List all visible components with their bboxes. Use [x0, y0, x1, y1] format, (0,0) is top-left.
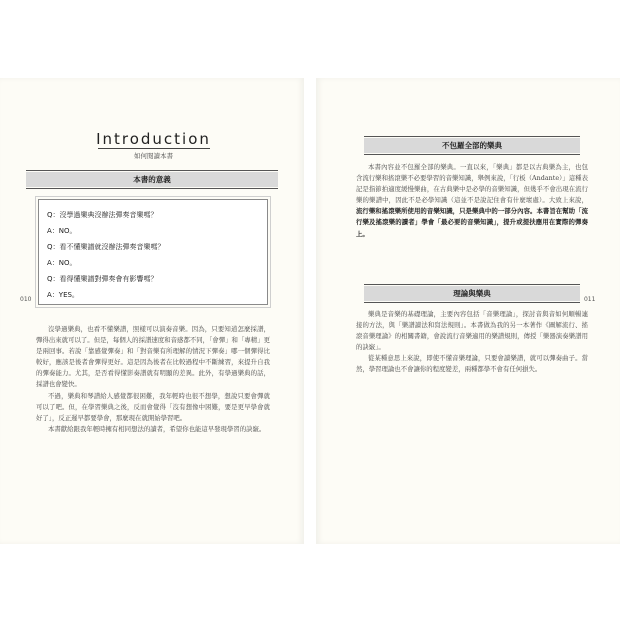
- right-body-text-1: [356, 162, 588, 240]
- page-number-left: 010: [20, 296, 32, 303]
- right-body-text-2: [356, 309, 588, 376]
- paragraph: 從某種意思上來說，即使不懂音樂理論，只要會讀樂譜，就可以彈奏曲子。當然，學習理論也不會讓你的程度變差，兩種都學不會有任何損失。: [355, 354, 588, 374]
- intro-title: Introduction: [96, 130, 211, 148]
- qa-line: A：NO。: [47, 259, 77, 267]
- left-page: [0, 78, 304, 544]
- intro-underline: [98, 148, 210, 149]
- section-title: 不包羅全部的樂典: [441, 141, 502, 150]
- section-header-meaning: [26, 172, 278, 187]
- page-number-right: 011: [583, 296, 596, 303]
- right-page: [316, 78, 620, 544]
- book-spread: [0, 78, 620, 544]
- section-title: 本書的意義: [133, 175, 171, 184]
- paragraph: [356, 162, 588, 240]
- qa-box: [38, 199, 268, 305]
- qa-line: Q：看不懂樂譜就沒辦法彈奏音樂嗎？: [47, 243, 165, 251]
- qa-line: A：YES。: [47, 291, 79, 299]
- highlight-text: 流行樂和搖滾樂所使用的音樂知識，只是樂典中的一部分內容。本書旨在幫助「流行樂及搖滾樂的讀者」學會「最必要的音樂知識」，提升或提扶應用在實際的彈奏上。: [355, 207, 588, 238]
- left-body-text: [36, 324, 270, 435]
- paragraph: 不過，樂典和琴譜給人感覺都很困難，我年輕時也很不想學，想說只要會彈就可以了吧。但，在學習樂典之後，反而會覺得「沒有想像中困難，要是更早學會就好了」，反正遲早都要學會，那麼現在就開始學習吧。: [36, 391, 270, 422]
- section-header-not-all: [364, 138, 580, 153]
- paragraph: 本書獻給跟我年輕時擁有相同想法的讀者，希望你也能這早發現學習的訣竅。: [48, 424, 266, 433]
- section-title: 理論與樂典: [453, 289, 491, 298]
- paragraph: 沒學過樂典，也看不懂樂譜，照樣可以演奏音樂。因為，只要知道怎麼採譜，彈得出來就可以了。但是，每個人的採譜速度和音感都不同，「會彈」和「專精」更是兩回事。若說「靠感覺彈奏」和「對音樂有所理解的情況下彈奏」哪一個彈得比較好，應該是後者會彈得更好。這是因為後者在比較過程中不斷練習，來提升自我的彈奏能力。尤其，是否看得懂影奏譜就有明顯的差異。此外，有學過樂典的話，採譜也會變快。: [36, 325, 270, 389]
- qa-line: Q：沒學過樂典沒辦法彈奏音樂嗎？: [47, 211, 158, 219]
- intro-subtitle: 如何閱讀本書: [134, 152, 173, 160]
- qa-line: A：NO。: [47, 227, 77, 235]
- text-run: 本書內容並不包羅全部的樂典。一直以來，「樂典」都是以古典樂為主，也包含流行樂和搖滾樂不必要學習的音樂知識，舉例來說，「行板（Andante）」這種表記是指節拍適度緩慢樂曲，在古典樂中是必學的音樂知識，但幾乎不會出現在流行樂的樂譜中，因此不是必學知識（這並不是說記住會有什麼壞處）。大致上來說，: [355, 163, 588, 205]
- qa-line: Q：看得懂樂譜對彈奏會有影響嗎？: [47, 275, 158, 283]
- paragraph: 樂典是音樂的基礎理論，主要內容包括「音樂理論」，探討音與音如何順暢連接的方法，與「樂譜讀法和寫法規則」。本書做為我的另一本著作《圖解流行、搖滾音樂理論》的相關書籍，會說流行音樂適用的樂譜規則，傳授「樂器演奏樂譜用的訣竅」。: [355, 310, 588, 352]
- section-header-theory: [364, 286, 580, 301]
